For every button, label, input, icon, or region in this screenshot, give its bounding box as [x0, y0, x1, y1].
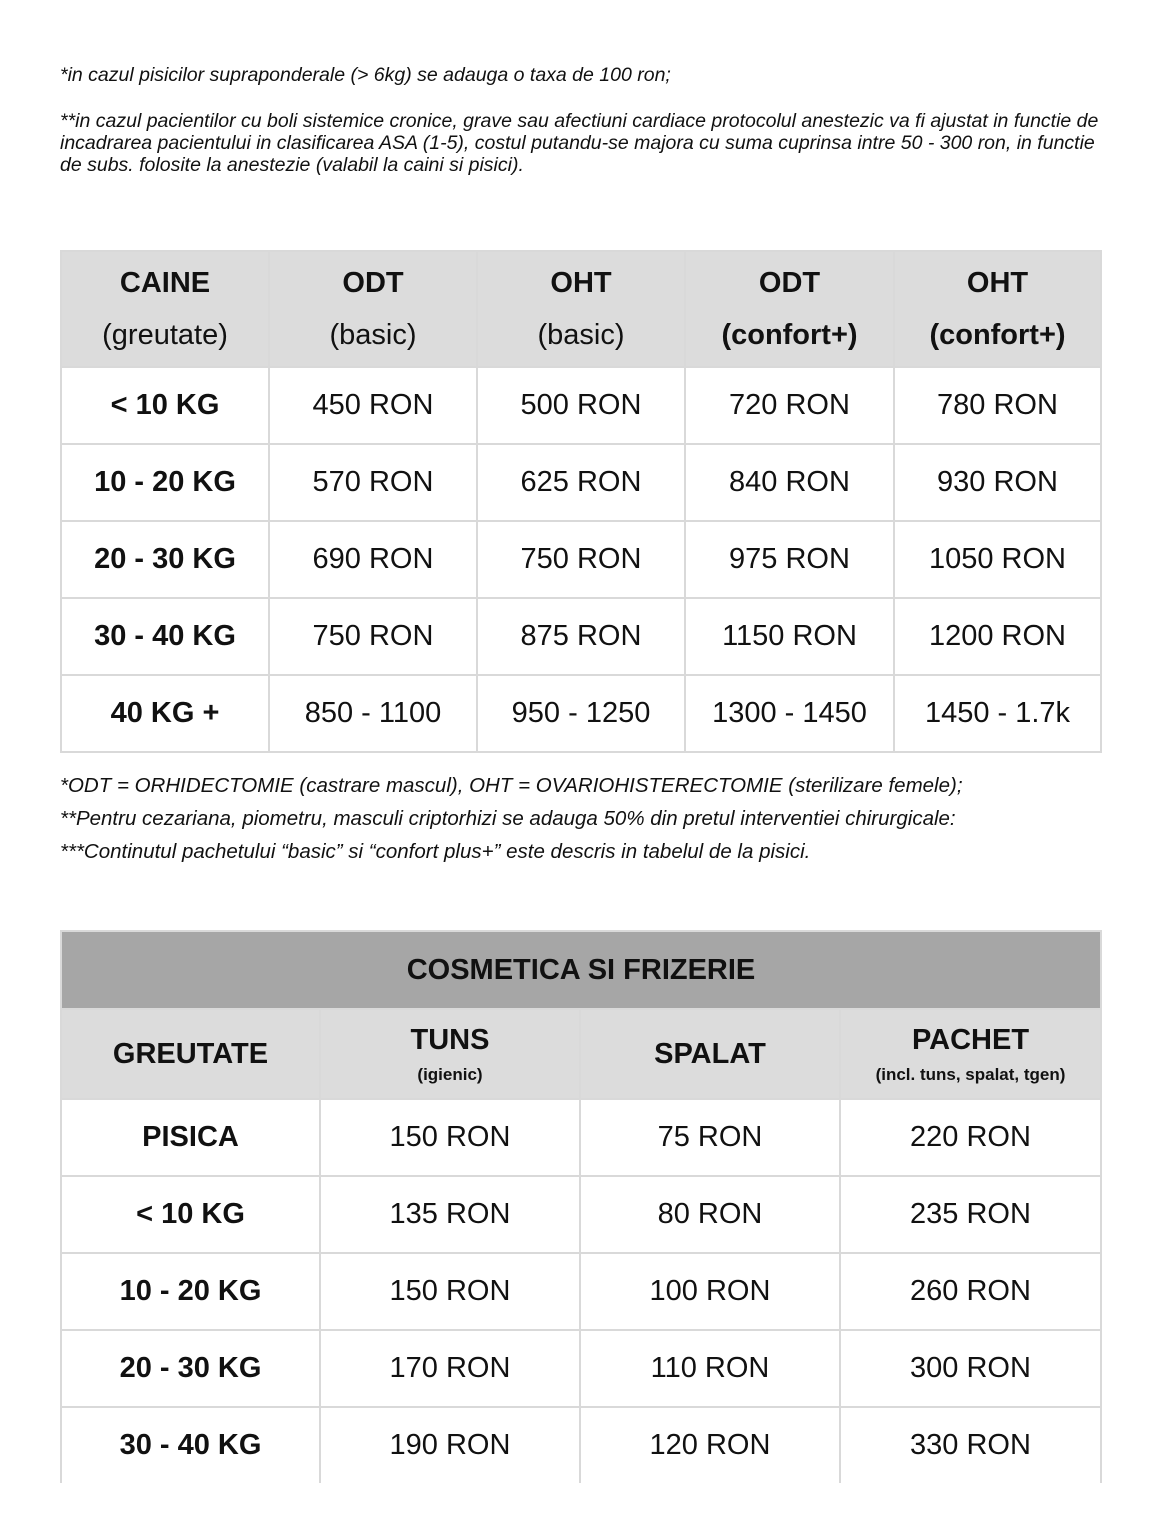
price-cell: 235 RON — [840, 1176, 1101, 1253]
price-cell: 930 RON — [894, 444, 1101, 521]
header-odt-basic: ODT (basic) — [269, 251, 477, 367]
header-oht-basic: OHT (basic) — [477, 251, 685, 367]
table-row — [61, 1099, 1101, 1176]
header-greutate: GREUTATE — [61, 1009, 320, 1099]
price-cell: 190 RON — [320, 1407, 580, 1483]
price-cell: 260 RON — [840, 1253, 1101, 1330]
price-cell: 330 RON — [840, 1407, 1101, 1483]
header-oht-confort: OHT (confort+) — [894, 251, 1101, 367]
price-cell: 625 RON — [477, 444, 685, 521]
note-odt-oht-definition: *ODT = ORHIDECTOMIE (castrare mascul), OHT = OVARIOHISTERECTOMIE (sterilizare femele); — [60, 774, 963, 797]
grooming-price-table — [60, 930, 1102, 1483]
weight-cell: 20 - 30 KG — [61, 521, 269, 598]
price-cell: 950 - 1250 — [477, 675, 685, 752]
header-spalat: SPALAT — [580, 1009, 840, 1099]
weight-cell: 30 - 40 KG — [61, 1407, 320, 1483]
note-cesarean-surcharge: **Pentru cezariana, piometru, masculi criptorhizi se adauga 50% din pretul interventiei chirurgicale: — [60, 807, 956, 830]
table-row — [61, 367, 1101, 444]
grooming-table-title: COSMETICA SI FRIZERIE — [61, 931, 1101, 1009]
weight-cell: PISICA — [61, 1099, 320, 1176]
weight-cell: < 10 KG — [61, 1176, 320, 1253]
price-cell: 220 RON — [840, 1099, 1101, 1176]
note-overweight-cats: *in cazul pisicilor supraponderale (> 6kg) se adauga o taxa de 100 ron; — [60, 64, 671, 86]
price-cell: 750 RON — [269, 598, 477, 675]
price-cell: 150 RON — [320, 1253, 580, 1330]
header-odt-confort: ODT (confort+) — [685, 251, 894, 367]
price-cell: 150 RON — [320, 1099, 580, 1176]
dog-table-header-row — [61, 251, 1101, 367]
note-package-contents: ***Continutul pachetului “basic” si “confort plus+” este descris in tabelul de la pisici. — [60, 840, 811, 863]
weight-cell: 10 - 20 KG — [61, 444, 269, 521]
price-cell: 720 RON — [685, 367, 894, 444]
table-row — [61, 1176, 1101, 1253]
table-row — [61, 1253, 1101, 1330]
weight-cell: 30 - 40 KG — [61, 598, 269, 675]
grooming-header-row — [61, 1009, 1101, 1099]
price-cell: 850 - 1100 — [269, 675, 477, 752]
price-cell: 100 RON — [580, 1253, 840, 1330]
weight-cell: 20 - 30 KG — [61, 1330, 320, 1407]
table-row — [61, 1407, 1101, 1483]
price-cell: 300 RON — [840, 1330, 1101, 1407]
grooming-title-row — [61, 931, 1101, 1009]
dog-surgery-price-table — [60, 250, 1102, 753]
price-cell: 135 RON — [320, 1176, 580, 1253]
price-cell: 750 RON — [477, 521, 685, 598]
price-cell: 570 RON — [269, 444, 477, 521]
price-cell: 1050 RON — [894, 521, 1101, 598]
price-cell: 840 RON — [685, 444, 894, 521]
price-cell: 120 RON — [580, 1407, 840, 1483]
header-tuns: TUNS (igienic) — [320, 1009, 580, 1099]
table-row — [61, 598, 1101, 675]
price-cell: 875 RON — [477, 598, 685, 675]
header-caine: CAINE (greutate) — [61, 251, 269, 367]
price-cell: 170 RON — [320, 1330, 580, 1407]
note-chronic-disease: **in cazul pacientilor cu boli sistemice cronice, grave sau afectiuni cardiace protocolul anestezic va fi ajustat in functie de incadrarea pacientului in clasificarea ASA (1-5), costul putandu-se majora cu suma cuprinsa intre 50 - 300 ron, in functie de subs. folosite la anestezie (valabil la caini si pisici). — [60, 110, 1099, 176]
price-cell: 1200 RON — [894, 598, 1101, 675]
header-pachet: PACHET (incl. tuns, spalat, tgen) — [840, 1009, 1101, 1099]
price-cell: 80 RON — [580, 1176, 840, 1253]
price-cell: 75 RON — [580, 1099, 840, 1176]
price-cell: 1450 - 1.7k — [894, 675, 1101, 752]
weight-cell: 10 - 20 KG — [61, 1253, 320, 1330]
weight-cell: < 10 KG — [61, 367, 269, 444]
price-cell: 1150 RON — [685, 598, 894, 675]
price-cell: 780 RON — [894, 367, 1101, 444]
price-cell: 690 RON — [269, 521, 477, 598]
price-cell: 500 RON — [477, 367, 685, 444]
price-cell: 975 RON — [685, 521, 894, 598]
notes-mid — [60, 775, 1110, 863]
table-row — [61, 444, 1101, 521]
notes-top — [60, 64, 1110, 176]
table-row — [61, 1330, 1101, 1407]
table-row — [61, 521, 1101, 598]
price-cell: 1300 - 1450 — [685, 675, 894, 752]
weight-cell: 40 KG + — [61, 675, 269, 752]
table-row — [61, 675, 1101, 752]
price-cell: 110 RON — [580, 1330, 840, 1407]
price-cell: 450 RON — [269, 367, 477, 444]
